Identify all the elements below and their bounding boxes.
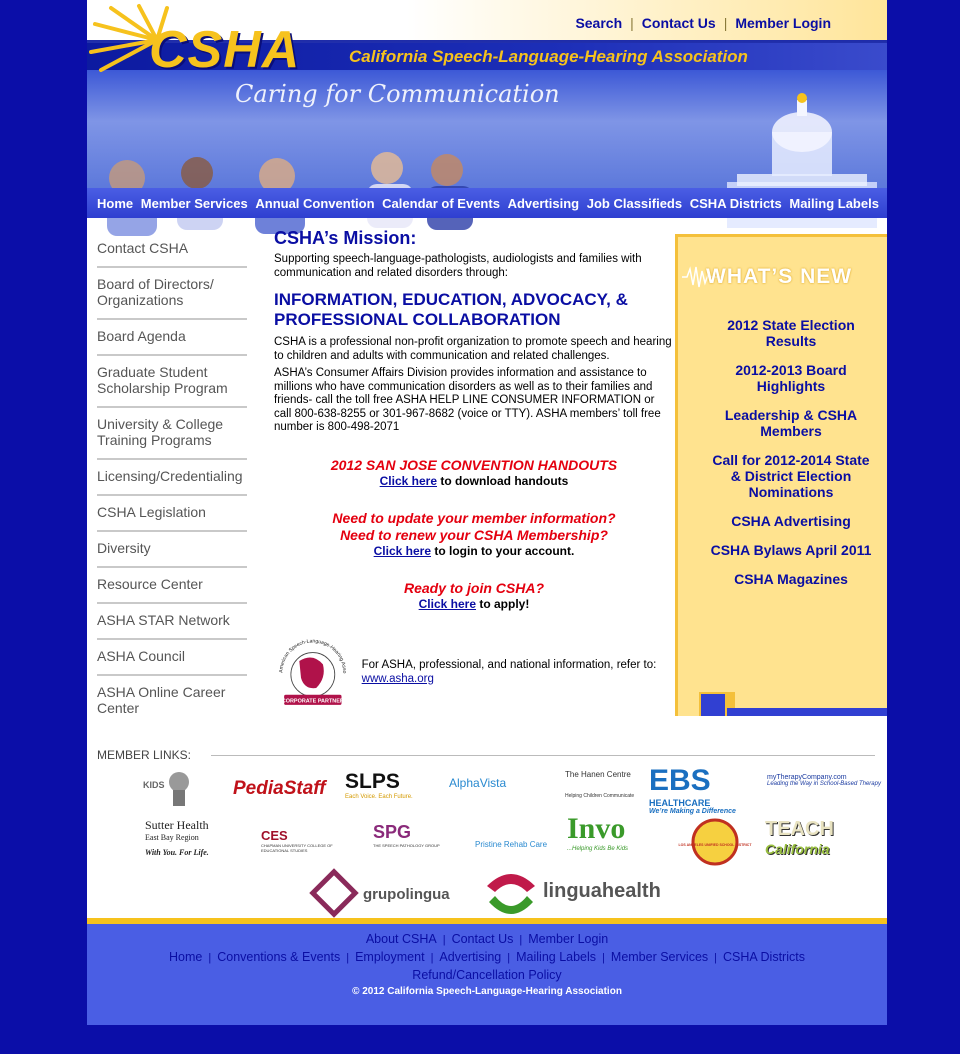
mission-intro: Supporting speech-language-pathologists, audiologists and families with communication and related disorders through: bbox=[274, 253, 642, 279]
footer-row-1: About CSHA | Contact Us | Member Login bbox=[365, 932, 609, 946]
footer-home-link[interactable]: Home bbox=[169, 950, 203, 964]
kids-logo[interactable] bbox=[139, 768, 211, 808]
join-promo-text: to apply! bbox=[476, 596, 530, 611]
whats-new-item-leadership[interactable]: Leadership & CSHA Members bbox=[724, 407, 858, 439]
join-promo bbox=[274, 580, 674, 611]
svg-text:KIDS: KIDS bbox=[143, 780, 165, 790]
copyright: © 2012 California Speech-Language-Hearing Association bbox=[352, 986, 622, 997]
invo-logo[interactable]: Invo ...Helping Kids Be Kids bbox=[567, 812, 629, 852]
footer-csha-districts-link[interactable]: CSHA Districts bbox=[723, 950, 805, 964]
grupolingua-logo[interactable] bbox=[309, 870, 469, 916]
footer-row-3 bbox=[87, 968, 887, 982]
sidebar-item-asha-star-network[interactable]: ASHA STAR Network bbox=[97, 604, 247, 640]
footer-conventions-link[interactable]: Conventions & Events bbox=[217, 950, 341, 964]
nav-annual-convention[interactable]: Annual Convention bbox=[255, 195, 375, 211]
sidebar-item-board-of-directors[interactable]: Board of Directors/ Organizations bbox=[97, 268, 247, 320]
footer-row-2: Home | Conventions & Events | Employment | Advertising | Mailing Labels | Member Services | CSHA Districts bbox=[169, 950, 805, 964]
whats-new-item-bylaws[interactable]: CSHA Bylaws April 2011 bbox=[710, 542, 872, 558]
whats-new-list bbox=[706, 317, 876, 600]
apply-link[interactable]: Click here bbox=[418, 596, 477, 611]
nav-job-classifieds[interactable]: Job Classifieds bbox=[586, 195, 683, 211]
whats-new-item-advertising[interactable]: CSHA Advertising bbox=[731, 513, 851, 529]
whats-new-item-election-results[interactable]: 2012 State Election Results bbox=[727, 317, 855, 349]
panel-decoration bbox=[727, 708, 887, 716]
footer-advertising-link[interactable]: Advertising bbox=[439, 950, 502, 964]
pediastaff-logo[interactable]: PediaStaff bbox=[233, 778, 326, 799]
svg-text:CORPORATE PARTNER: CORPORATE PARTNER bbox=[281, 697, 344, 704]
search-link[interactable]: Search bbox=[575, 15, 623, 31]
org-name: California Speech-Language-Hearing Association bbox=[349, 47, 748, 66]
whats-new-item-board-highlights[interactable]: 2012-2013 Board Highlights bbox=[735, 362, 847, 394]
footer-member-login-link[interactable]: Member Login bbox=[528, 932, 609, 946]
membership-promo-line-2: Need to renew your CSHA Membership? bbox=[340, 526, 608, 543]
whats-new-item-magazines[interactable]: CSHA Magazines bbox=[734, 571, 848, 587]
sutter-health-logo[interactable]: Sutter Health East Bay Region With You. For Life. bbox=[145, 818, 209, 857]
footer-mailing-labels-link[interactable]: Mailing Labels bbox=[516, 950, 597, 964]
lausd-logo[interactable] bbox=[678, 818, 752, 866]
footer-contact-us-link[interactable]: Contact Us bbox=[451, 932, 514, 946]
member-links-label: MEMBER LINKS: bbox=[97, 748, 192, 762]
asha-website-link[interactable]: www.asha.org bbox=[361, 672, 434, 685]
sidebar-item-licensing[interactable]: Licensing/Credentialing bbox=[97, 460, 247, 496]
nav-mailing-labels[interactable]: Mailing Labels bbox=[789, 195, 879, 211]
member-login-link[interactable]: Member Login bbox=[735, 15, 831, 31]
ebs-healthcare-logo[interactable]: EBS HEALTHCARE We’re Making a Difference bbox=[649, 764, 736, 815]
sidebar bbox=[97, 232, 247, 726]
svg-text:grupolingua: grupolingua bbox=[363, 886, 450, 903]
convention-handouts-link[interactable]: Click here bbox=[379, 473, 438, 488]
nav-csha-districts[interactable]: CSHA Districts bbox=[689, 195, 782, 211]
slps-logo[interactable]: SLPS Each Voice. Each Future. bbox=[345, 770, 413, 800]
svg-text:American Speech-Language-Heari: American Speech-Language-Hearing Asso bbox=[278, 637, 348, 674]
sidebar-item-training-programs[interactable]: University & College Training Programs bbox=[97, 408, 247, 460]
page bbox=[87, 0, 887, 1025]
main-nav bbox=[87, 188, 887, 218]
convention-promo-text: to download handouts bbox=[437, 473, 569, 488]
mission-paragraph-1: CSHA is a professional non-profit organization to promote speech and hearing to children and adults with communication and related challenges. bbox=[274, 336, 672, 362]
convention-promo bbox=[274, 457, 674, 488]
footer bbox=[87, 918, 887, 1025]
whats-new-item-call-nominations[interactable]: Call for 2012-2014 State & District Election Nominations bbox=[712, 452, 870, 500]
svg-text:linguahealth: linguahealth bbox=[543, 880, 661, 902]
contact-us-link[interactable]: Contact Us bbox=[641, 15, 716, 31]
sidebar-item-asha-career-center[interactable]: ASHA Online Career Center bbox=[97, 684, 226, 716]
convention-promo-title: 2012 SAN JOSE CONVENTION HANDOUTS bbox=[330, 456, 618, 473]
sidebar-item-diversity[interactable]: Diversity bbox=[97, 532, 247, 568]
membership-promo bbox=[274, 510, 674, 558]
footer-refund-policy-link[interactable]: Refund/Cancellation Policy bbox=[412, 968, 562, 982]
teach-california-logo[interactable]: TEACH California bbox=[765, 818, 834, 857]
hanen-centre-logo[interactable]: The Hanen Centre Helping Children Communicate bbox=[565, 770, 635, 799]
membership-promo-text: to login to your account. bbox=[431, 543, 575, 558]
csha-logo[interactable]: CSHA bbox=[149, 21, 301, 79]
asha-corporate-partner-logo[interactable] bbox=[274, 629, 352, 715]
top-links: Search | Contact Us | Member Login bbox=[575, 15, 831, 31]
asha-partner-block bbox=[274, 629, 674, 715]
chapman-ces-logo[interactable]: CES CHAPMAN UNIVERSITY COLLEGE OF EDUCATIONAL STUDIES bbox=[261, 828, 333, 853]
mission-heading: CSHA’s Mission: bbox=[274, 228, 417, 248]
footer-employment-link[interactable]: Employment bbox=[355, 950, 425, 964]
nav-home[interactable]: Home bbox=[97, 195, 134, 211]
sidebar-item-contact-csha[interactable]: Contact CSHA bbox=[97, 232, 247, 268]
sidebar-item-board-agenda[interactable]: Board Agenda bbox=[97, 320, 247, 356]
spg-logo[interactable]: SPG THE SPEECH PATHOLOGY GROUP bbox=[373, 822, 440, 848]
alphavista-logo[interactable]: AlphaVista bbox=[449, 776, 507, 790]
sidebar-item-resource-center[interactable]: Resource Center bbox=[97, 568, 247, 604]
pillars-heading: INFORMATION, EDUCATION, ADVOCACY, & PROFESSIONAL COLLABORATION bbox=[274, 290, 628, 329]
nav-member-services[interactable]: Member Services bbox=[140, 195, 248, 211]
join-promo-title: Ready to join CSHA? bbox=[403, 579, 544, 596]
pristine-rehab-logo[interactable]: Pristine Rehab Care bbox=[475, 840, 548, 849]
nav-advertising[interactable]: Advertising bbox=[507, 195, 580, 211]
mytherapycompany-logo[interactable]: myTherapyCompany.com Leading the Way in School-Based Therapy bbox=[767, 774, 881, 787]
divider bbox=[211, 755, 875, 756]
footer-member-services-link[interactable]: Member Services bbox=[610, 950, 709, 964]
mission-paragraph-2: ASHA’s Consumer Affairs Division provides information and assistance to millions who have communication disorders as well as to their families and friends- call the toll free ASHA HELP LINE CONSUMER INFORMATION or call 800-638-8255 or 301-967-8682 (voice or TTY). ASHA members’ toll free number is 800-498-2071 bbox=[274, 367, 661, 433]
nav-calendar-of-events[interactable]: Calendar of Events bbox=[382, 195, 500, 211]
tagline: Caring for Communication bbox=[235, 80, 560, 108]
login-account-link[interactable]: Click here bbox=[373, 543, 432, 558]
whats-new-panel bbox=[675, 234, 887, 716]
sidebar-item-asha-council[interactable]: ASHA Council bbox=[97, 640, 247, 676]
membership-promo-line-1: Need to update your member information? bbox=[332, 509, 616, 526]
sidebar-item-scholarship[interactable]: Graduate Student Scholarship Program bbox=[97, 356, 247, 408]
whats-new-title: WHAT’S NEW bbox=[706, 265, 853, 288]
linguahealth-logo[interactable] bbox=[483, 866, 683, 918]
sidebar-item-legislation[interactable]: CSHA Legislation bbox=[97, 496, 247, 532]
asha-info: For ASHA, professional, and national information, refer to: www.asha.org bbox=[361, 658, 657, 685]
footer-about-csha-link[interactable]: About CSHA bbox=[365, 932, 437, 946]
panel-decoration bbox=[701, 694, 725, 716]
main-content bbox=[274, 228, 674, 715]
svg-text:LOS ANGELES UNIFIED SCHOOL DIS: LOS ANGELES UNIFIED SCHOOL DISTRICT bbox=[678, 843, 752, 847]
